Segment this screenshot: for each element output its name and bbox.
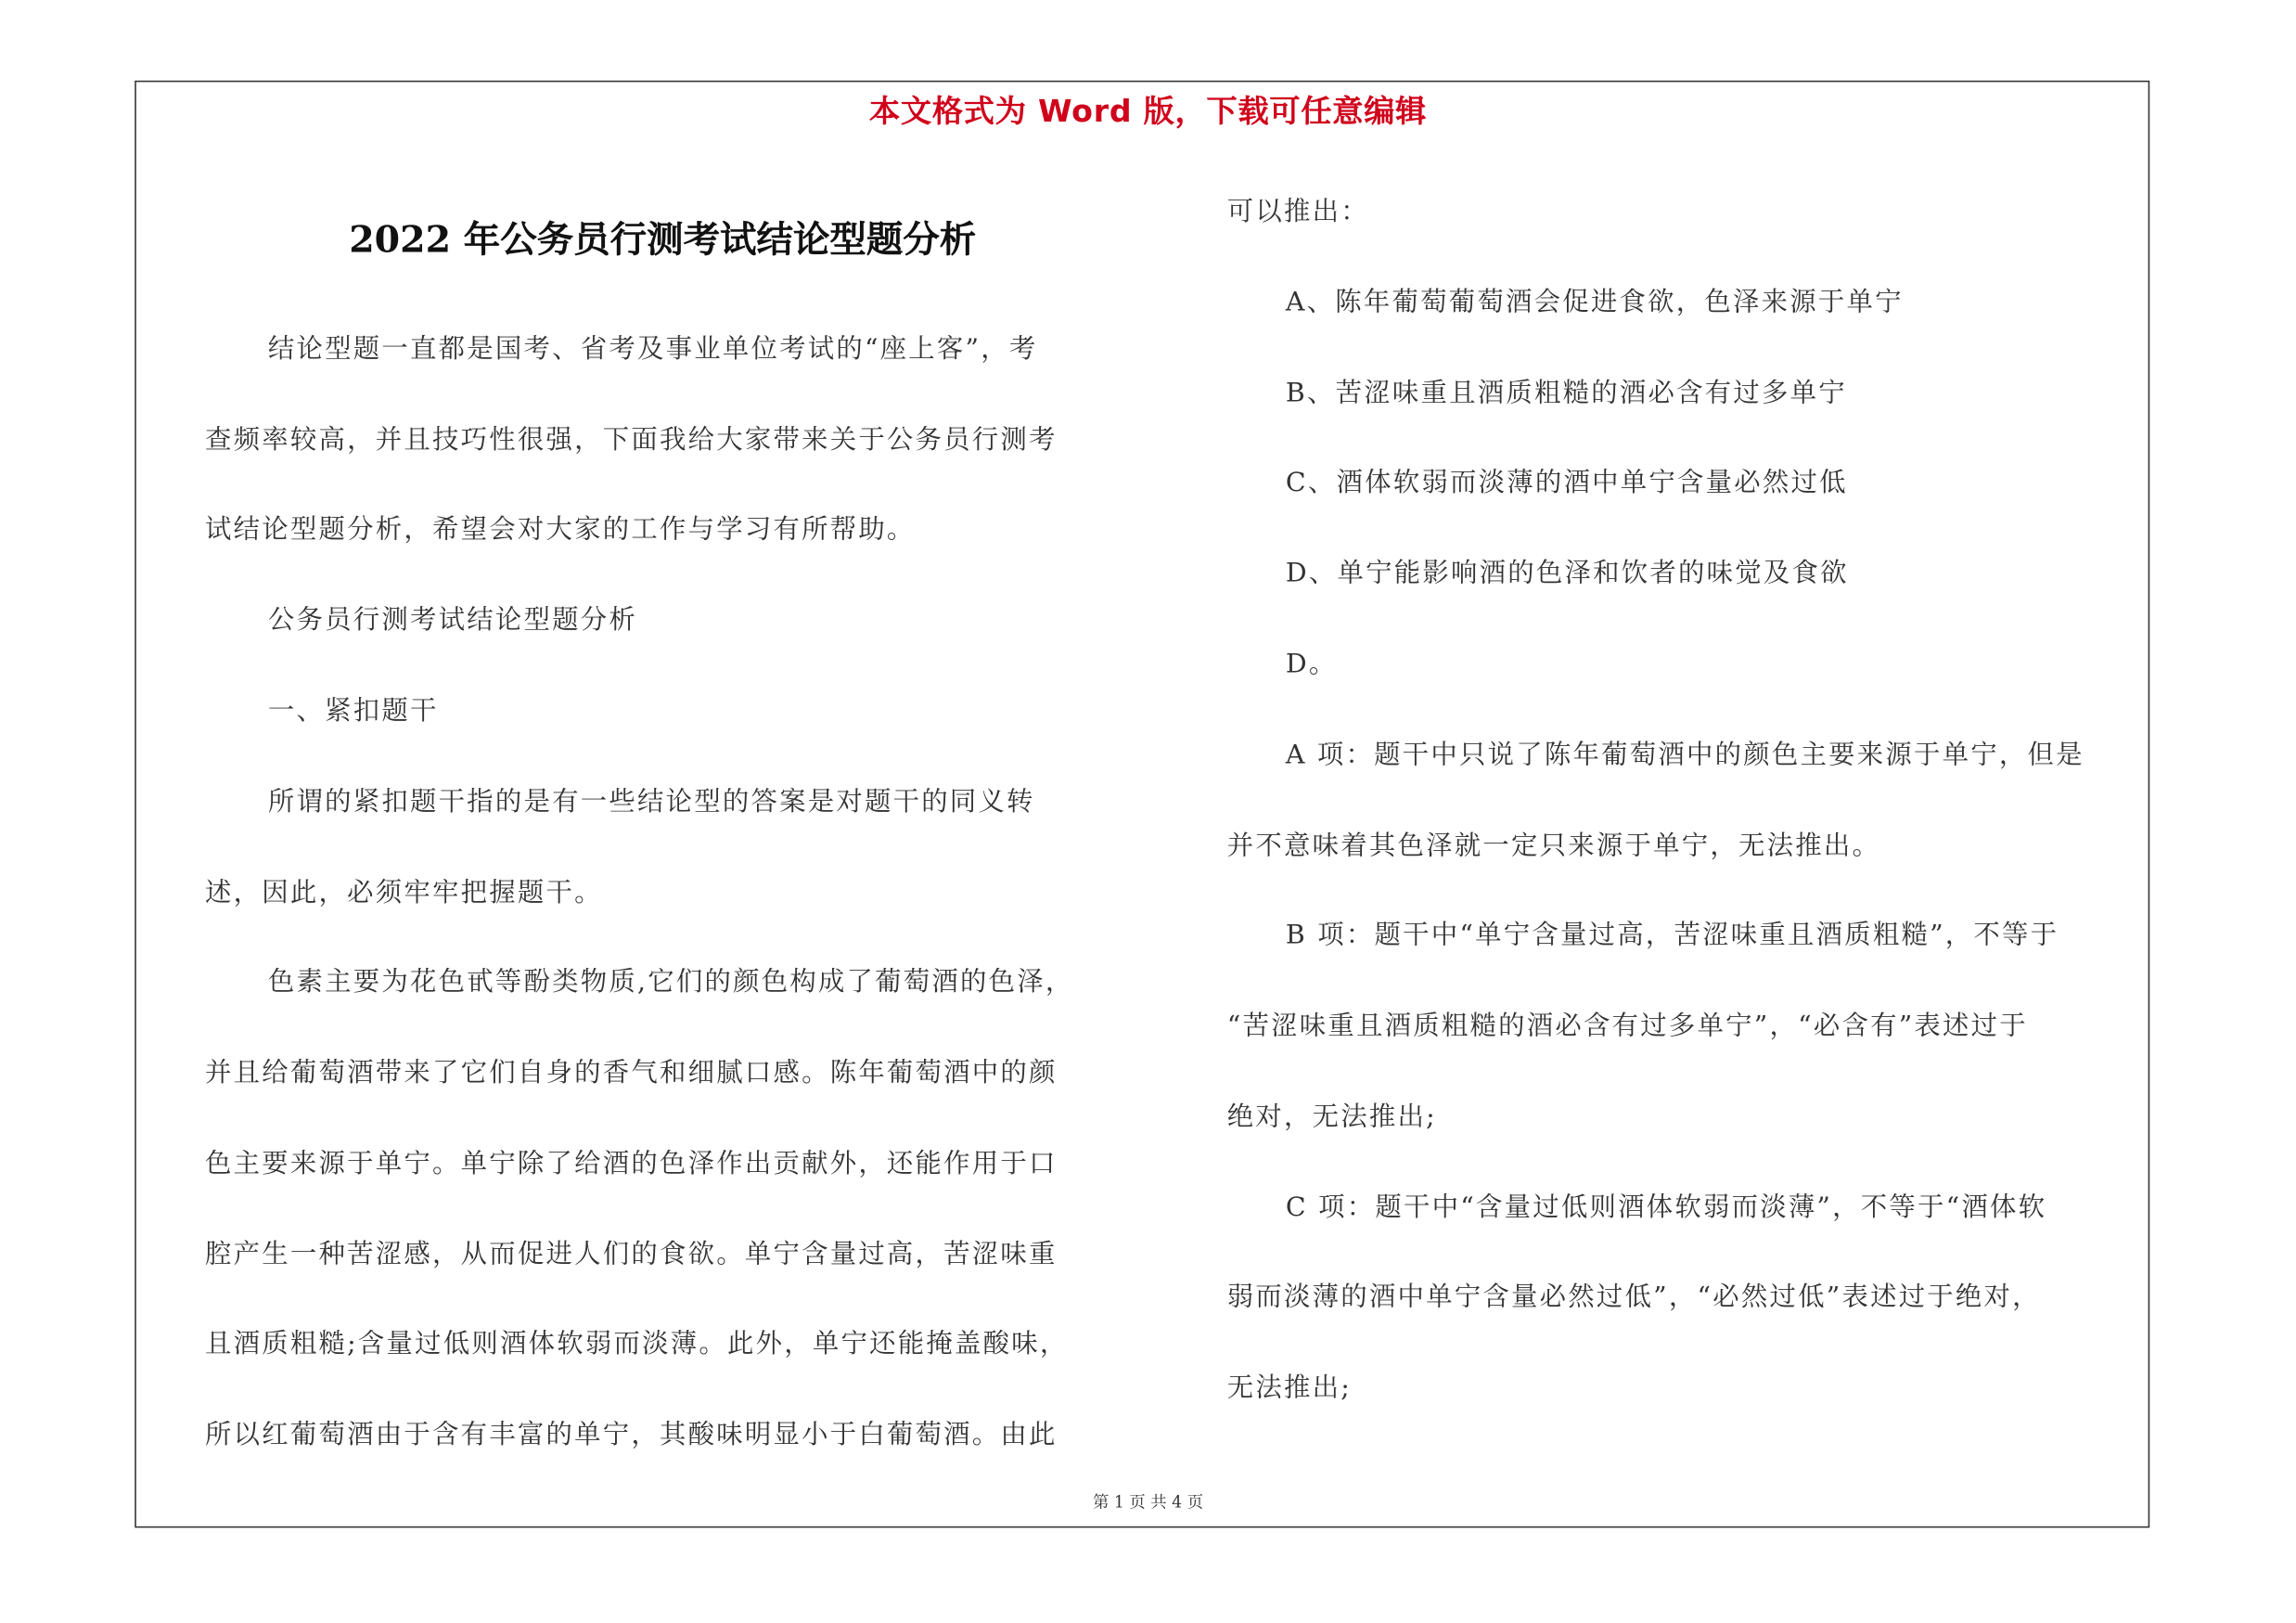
answer-line: D。 <box>1285 649 1338 680</box>
paragraph-line: 所以红葡萄酒由于含有丰富的单宁，其酸味明显小于白葡萄酒。由此 <box>204 1419 1058 1450</box>
page-number-footer: 第 1 页 共 4 页 <box>1092 1492 1204 1513</box>
option-b: B、苦涩味重且酒质粗糙的酒必含有过多单宁 <box>1285 378 1847 409</box>
paragraph-line: 色主要来源于单宁。单宁除了给酒的色泽作出贡献外，还能作用于口 <box>204 1148 1058 1179</box>
paragraph-line: 色素主要为花色甙等酚类物质,它们的颜色构成了葡萄酒的色泽， <box>267 966 1074 998</box>
paragraph-line: 且酒质粗糙;含量过低则酒体软弱而淡薄。此外，单宁还能掩盖酸味， <box>204 1328 1069 1359</box>
paragraph-line: 腔产生一种苦涩感，从而促进人们的食欲。单宁含量过高，苦涩味重 <box>204 1239 1058 1270</box>
paragraph-line: 并且给葡萄酒带来了它们自身的香气和细腻口感。陈年葡萄酒中的颜 <box>204 1057 1058 1088</box>
paragraph-line: “苦涩味重且酒质粗糙的酒必含有过多单宁”，“必含有”表述过于 <box>1226 1011 2028 1042</box>
paragraph-line: 无法推出; <box>1226 1372 1353 1404</box>
option-d: D、单宁能影响酒的色泽和饮者的味觉及食欲 <box>1285 558 1849 589</box>
paragraph-line: 试结论型题分析，希望会对大家的工作与学习有所帮助。 <box>204 514 916 546</box>
paragraph-line: 所谓的紧扣题干指的是有一些结论型的答案是对题干的同义转 <box>267 786 1035 818</box>
paragraph-line: 结论型题一直都是国考、省考及事业单位考试的“座上客”，考 <box>267 333 1038 366</box>
paragraph-line: B 项：题干中“单宁含量过高，苦涩味重且酒质粗糙”，不等于 <box>1285 920 2059 951</box>
paragraph-line: 述，因此，必须牢牢把握题干。 <box>204 877 603 908</box>
paragraph-line: A 项：题干中只说了陈年葡萄酒中的颜色主要来源于单宁，但是 <box>1285 740 2084 771</box>
paragraph-line: 弱而淡薄的酒中单宁含量必然过低”，“必然过低”表述过于绝对， <box>1226 1282 2041 1313</box>
subsection-heading: 一、紧扣题干 <box>267 695 439 727</box>
option-c: C、酒体软弱而淡薄的酒中单宁含量必然过低 <box>1285 467 1848 498</box>
page-title: 2022 年公务员行测考试结论型题分析 <box>349 218 977 261</box>
paragraph-line: 查频率较高，并且技巧性很强，下面我给大家带来关于公务员行测考 <box>204 424 1058 456</box>
paragraph-line: 并不意味着其色泽就一定只来源于单宁，无法推出。 <box>1226 831 1881 862</box>
word-format-banner: 本文格式为 Word 版，下载可任意编辑 <box>868 94 1428 129</box>
paragraph-line: C 项：题干中“含量过低则酒体软弱而淡薄”，不等于“酒体软 <box>1285 1191 2047 1224</box>
option-a: A、陈年葡萄葡萄酒会促进食欲，色泽来源于单宁 <box>1285 287 1904 318</box>
paragraph-line: 可以推出： <box>1226 196 1369 227</box>
section-heading: 公务员行测考试结论型题分析 <box>267 604 637 637</box>
paragraph-line: 绝对，无法推出; <box>1226 1101 1437 1133</box>
